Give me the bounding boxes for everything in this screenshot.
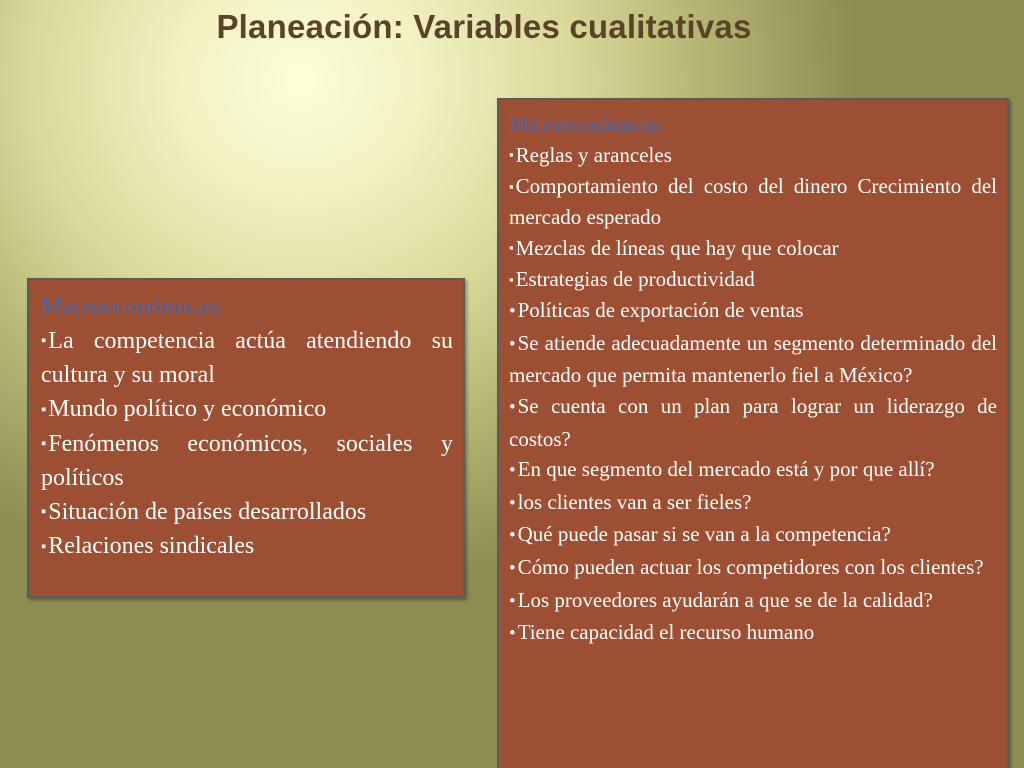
square-bullet-icon: ▪	[41, 435, 47, 452]
square-bullet-icon: ▪	[509, 178, 514, 194]
micro-item-text: Comportamiento del costo del dinero Crecimiento del mercado esperado	[509, 173, 997, 230]
macro-heading: Macroeconómicas:	[41, 294, 224, 320]
round-bullet-icon: •	[509, 333, 516, 355]
micro-item	[509, 391, 997, 454]
square-bullet-icon: ▪	[509, 147, 514, 163]
micro-item	[509, 487, 997, 520]
round-bullet-icon: •	[509, 558, 516, 579]
macro-item-text: Mundo político y económico	[48, 396, 327, 423]
micro-item	[509, 585, 997, 618]
round-bullet-icon: •	[509, 525, 516, 547]
square-bullet-icon: ▪	[41, 401, 47, 418]
macro-list	[41, 324, 453, 564]
square-bullet-icon: ▪	[41, 504, 47, 521]
macro-item-text: Situación de países desarrollados	[48, 498, 367, 525]
micro-item	[509, 617, 997, 650]
micro-item-text: Políticas de exportación de ventas	[517, 298, 804, 323]
micro-item-text: Cómo pueden actuar los competidores con los clientes?	[517, 555, 984, 579]
micro-item	[509, 233, 997, 264]
square-bullet-icon: ▪	[41, 333, 47, 350]
micro-item	[509, 171, 997, 233]
macro-item	[41, 529, 453, 563]
micro-item	[509, 295, 997, 328]
micro-item-text: En que segmento del mercado está y por que allí?	[517, 457, 935, 482]
round-bullet-icon: •	[509, 623, 516, 645]
macro-item	[41, 392, 453, 426]
micro-item-text: Qué puede pasar si se van a la competencia?	[517, 522, 891, 547]
micro-item-text: Tiene capacidad el recurso humano	[517, 620, 815, 645]
micro-list	[509, 140, 997, 650]
micro-item	[509, 140, 997, 171]
round-bullet-icon: •	[509, 492, 516, 514]
micro-item	[509, 519, 997, 552]
micro-item-text: Estrategias de productividad	[515, 266, 755, 291]
square-bullet-icon: ▪	[509, 271, 514, 287]
micro-item	[509, 328, 997, 391]
micro-item-text: Reglas y aranceles	[515, 142, 672, 167]
micro-heading: Microeconómicas:	[509, 112, 666, 136]
micro-item	[509, 552, 997, 585]
micro-item-text: Los proveedores ayudarán a que se de la calidad?	[517, 587, 933, 612]
square-bullet-icon: ▪	[41, 538, 47, 555]
macro-item	[41, 324, 453, 392]
micro-item	[509, 264, 997, 295]
round-bullet-icon: •	[509, 590, 516, 612]
round-bullet-icon: •	[509, 460, 516, 482]
micro-item-text: Se atiende adecuadamente un segmento determinado del mercado que permita mantenerlo fiel a México?	[509, 330, 997, 388]
macro-item-text: La competencia actúa atendiendo su cultura y su moral	[41, 328, 453, 389]
macro-box	[27, 278, 465, 598]
micro-item-text: los clientes van a ser fieles?	[517, 489, 752, 514]
macro-item	[41, 495, 453, 529]
micro-box	[497, 98, 1009, 768]
micro-item-text: Se cuenta con un plan para lograr un liderazgo de costos?	[509, 394, 997, 451]
macro-item	[41, 427, 453, 495]
macro-item-text: Fenómenos económicos, sociales y políticos	[41, 430, 453, 491]
slide-title: Planeación: Variables cualitativas	[216, 8, 752, 45]
micro-item	[509, 454, 997, 487]
square-bullet-icon: ▪	[509, 240, 514, 256]
micro-item-text: Mezclas de líneas que hay que colocar	[515, 235, 839, 260]
macro-item-text: Relaciones sindicales	[48, 533, 255, 560]
round-bullet-icon: •	[509, 397, 516, 419]
round-bullet-icon: •	[509, 301, 516, 323]
